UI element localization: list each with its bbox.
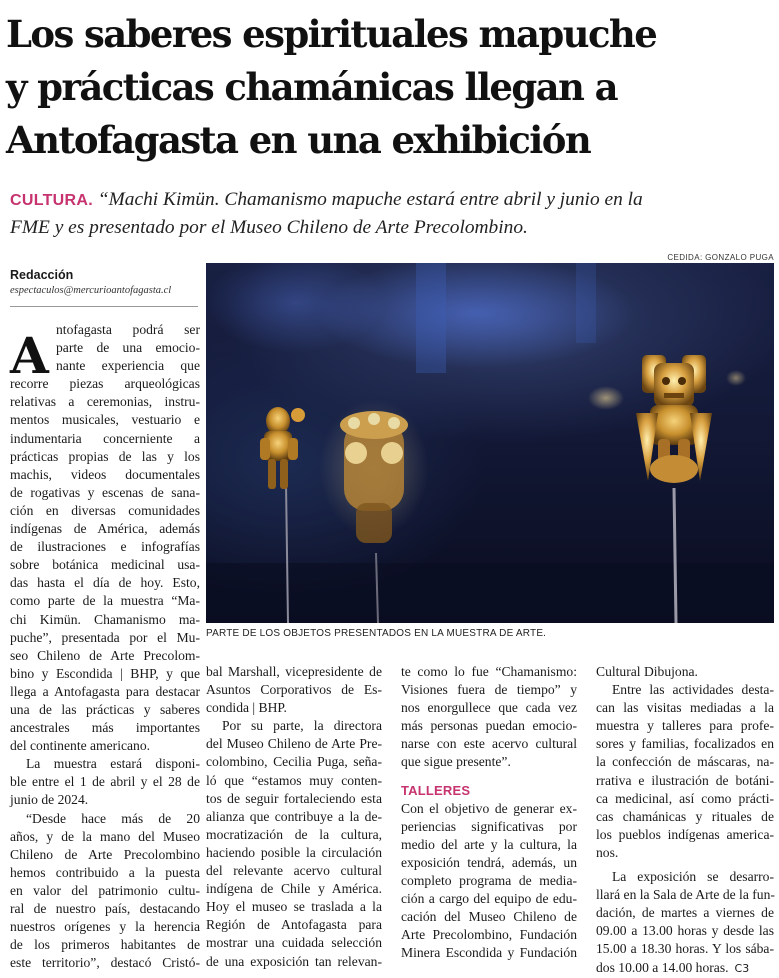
deck-text: FME y es presentado por el Museo Chileno de Arte Precolombino.: [10, 217, 528, 238]
text-line: ción a cargo del equipo de edu-: [401, 891, 577, 907]
text-line: nuestros orígenes y la herencia: [10, 919, 200, 935]
text-line: prácticas propias de las y los: [10, 448, 200, 464]
text-line: indumentaria concerniente a: [10, 430, 200, 446]
byline-divider: [10, 306, 198, 307]
text-line: can las visitas mediadas a la: [596, 700, 774, 716]
text-line: relativas a ceremonias, instru-: [10, 394, 200, 410]
text-line: los pueblos indígenas america-: [596, 826, 774, 842]
text-line: cas chamánicas y rituales de: [596, 808, 774, 824]
headline: [6, 8, 774, 167]
text-line: la confección de máscaras, na-: [596, 754, 774, 770]
photo-illustration: [206, 263, 774, 623]
text-line: que sigue presente”.: [401, 754, 511, 770]
text-line: Minera Escondida y Fundación: [401, 945, 577, 961]
text-line: hemos contribuido a la puesta: [10, 864, 200, 880]
photo-caption: PARTE DE LOS OBJETOS PRESENTADOS EN LA MUESTRA DE ARTE.: [206, 628, 547, 639]
text-line: recorre piezas arqueológicas: [10, 376, 200, 392]
text-line: Chileno de Arte Precolombino: [10, 846, 200, 862]
text-line: bino y Escondida | BHP, y que: [10, 665, 200, 681]
text-line: indígenas de América, además: [10, 521, 200, 537]
text-line: Arte Precolombino, Fundación: [401, 927, 577, 943]
headline-line: y prácticas chamánicas llegan a: [6, 65, 617, 109]
text-line: sores y familias, focalizados en: [596, 736, 774, 752]
article-column-2: [206, 663, 382, 971]
text-line: La exposición se desarro-: [612, 869, 774, 885]
drop-cap: A: [10, 326, 49, 385]
text-line: sobre botánica medicinal usa-: [10, 557, 200, 573]
text-line: años, y de la mano del Museo: [10, 828, 200, 844]
text-line: Cultural Dibujona.: [596, 664, 698, 679]
byline-author: Redacción: [10, 268, 74, 282]
text-line: de ilustraciones e infografías: [10, 539, 200, 555]
text-line: rrativa e ilustración de botáni-: [596, 772, 774, 788]
text-line: ble entre el 1 de abril y el 28 de: [10, 774, 200, 790]
text-line: Región de Antofagasta para: [206, 917, 382, 933]
text-line: Visiones fuera de tiempo” y: [401, 682, 577, 698]
text-line: chi Kimün. Chamanismo ma-: [10, 611, 200, 627]
text-line: dos 10.00 a 14.00 horas. C3: [596, 959, 750, 975]
text-line: este territorio”, destacó Cristó-: [10, 955, 200, 971]
text-line: 15.00 a 18.30 horas. Y los sába-: [596, 941, 774, 957]
deck: [10, 186, 775, 241]
text-line: machis, videos documentales: [10, 466, 200, 482]
text-line: Con el objetivo de generar ex-: [401, 800, 577, 816]
byline-email[interactable]: espectaculos@mercurioantofagasta.cl: [10, 285, 172, 296]
text-line: das hasta el día de hoy. Esto,: [10, 575, 200, 591]
text-line: tos de seguir fortaleciendo esta: [206, 790, 382, 806]
text-line: ral de nuestro país, destacando: [10, 901, 200, 916]
text-line: nos enorgullece que cada vez: [401, 700, 577, 716]
text-line: “Desde hace más de 20: [26, 810, 200, 826]
text-line: muestra y talleres para profe-: [596, 718, 774, 734]
text-line: te como lo fue “Chamanismo:: [401, 664, 577, 679]
text-line: parte de una emocio-: [56, 340, 200, 356]
section-kicker: CULTURA.: [10, 192, 93, 209]
text-line: ancestrales más importantes: [10, 720, 200, 736]
text-line: llega a Antofagasta para destacar: [10, 683, 200, 699]
text-line: del Museo Chileno de Arte Pre-: [206, 736, 382, 752]
text-line: Por su parte, la directora: [222, 718, 382, 734]
text-line: completo programa de media-: [401, 873, 577, 889]
text-line: llará en la Sala de Arte de la fun-: [596, 887, 775, 903]
deck-text: “Machi Kimün. Chamanismo mapuche estará entre abril y junio en la: [97, 189, 643, 210]
text-line: La muestra estará disponi-: [26, 756, 200, 772]
text-line: condida | BHP.: [206, 700, 287, 716]
text-line: mostrar una cuidada selección: [206, 935, 382, 951]
text-line: dación, de martes a viernes de: [596, 905, 774, 921]
text-line: ción en diversas comunidades: [10, 502, 200, 518]
text-line: Hoy el museo se traslada a la: [206, 899, 382, 915]
text-line: de una exposición tan relevan-: [206, 953, 382, 969]
text-line: puche”, presentada por el Mu-: [10, 629, 200, 645]
photo-credit: CEDIDA: GONZALO PUGA: [667, 253, 774, 262]
text-line: junio de 2024.: [10, 792, 89, 808]
text-line: ntofagasta podrá ser: [56, 322, 200, 337]
text-line: una de las prácticas y saberes: [10, 701, 200, 717]
text-line: 09.00 a 13.00 horas y desde las: [596, 923, 774, 939]
text-line: haciendo posible la circulación: [206, 844, 382, 860]
text-line: del relevante acervo cultural: [206, 863, 382, 879]
text-line: exposición tendrá, además, un: [401, 854, 577, 870]
text-line: de los primeros habitantes de: [10, 937, 200, 953]
text-line: cación del Museo Chileno de: [401, 909, 577, 925]
article-column-4: [596, 663, 774, 978]
text-line: como parte de la muestra “Ma-: [10, 593, 200, 609]
article-column-3: [401, 663, 577, 963]
text-line: colombino, Cecilia Puga, seña-: [206, 754, 382, 770]
text-line: alianza que contribuye a la de-: [206, 808, 382, 824]
headline-line: Los saberes espirituales mapuche: [6, 12, 657, 56]
text-line: indígena de Chile y América.: [206, 881, 382, 897]
text-line: medio del arte y la cultura, la: [401, 836, 577, 852]
article-column-1: [10, 321, 200, 972]
text-line: más personas puedan emocio-: [401, 718, 577, 734]
text-line: ló que “estamos muy conten-: [206, 772, 382, 788]
text-line: nos.: [596, 844, 619, 860]
text-line: de rogativas y escenas de sana-: [10, 484, 200, 500]
headline-line: Antofagasta en una exhibición: [6, 118, 591, 162]
subhead-talleres: TALLERES: [401, 782, 471, 798]
text-line: mentos musicales, vestuario e: [10, 412, 200, 428]
text-line: seo Chileno de Arte Precolom-: [10, 647, 200, 663]
text-line: del continente americano.: [10, 738, 151, 754]
text-line: narse con este acervo cultural: [401, 736, 577, 752]
text-line: periencias significativas por: [401, 818, 577, 834]
text-line: en valor del patrimonio cultu-: [10, 882, 200, 898]
text-line: ca medicinal, así como prácti-: [596, 790, 774, 806]
text-line: mocratización de la cultura,: [206, 826, 382, 842]
text-line: nante experiencia que: [56, 358, 200, 374]
exhibition-photo: [206, 263, 774, 623]
text-line: Entre las actividades desta-: [612, 682, 774, 698]
text-line: Asuntos Corporativos de Es-: [206, 682, 382, 698]
end-mark-icon: C3: [734, 961, 750, 975]
text-line: bal Marshall, vicepresidente de: [206, 664, 382, 679]
